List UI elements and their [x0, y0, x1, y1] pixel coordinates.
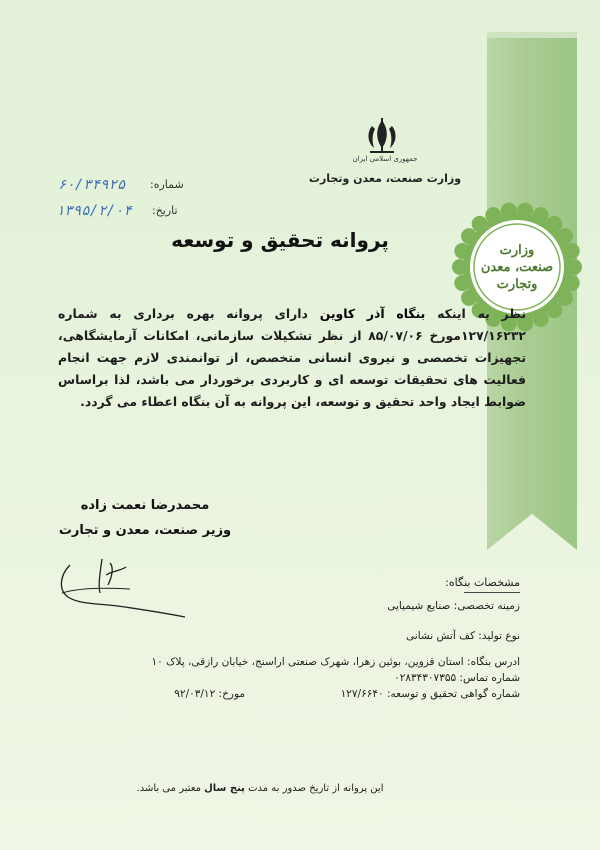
number-value: ۶۰/۳۴۹۲۵ [58, 177, 126, 193]
minister-title: وزیر صنعت، معدن و تجارت [58, 523, 232, 538]
date-value: ۱۳۹۵/۲/۰۴ [56, 203, 132, 219]
specs-address: ادرس بنگاه: استان قزوین، بوئین زهرا، شهرک صنعتی اراسنج، خیابان رازقی، پلاک ۱۰ [151, 656, 520, 668]
specs-certificate: شماره گواهی تحقیق و توسعه: ۱۲۷/۶۶۴۰ [340, 688, 520, 700]
seal-line-1: وزارت [499, 242, 535, 258]
body-part-1: نظر به اینکه [425, 306, 526, 321]
body-part-2: دارای پروانه بهره برداری به شماره ۱۲۷/۱۶۲۳۲مورخ ۸۵/۰۷/۰۶ از نظر تشکیلات سازمانی، امکانات آزمایشگاهی، تجهیزات تخصصی و نیروی انسانی متخصص، از توانمندی لازم جهت انجام فعالیت های تحقیقات توسعه ای و کاربردی برخوردار می باشد، لذا براساس ضوابط ایجاد واحد تحقیق و توسعه، این پروانه به آن بنگاه اعطاء می گردد. [58, 306, 526, 409]
specs-heading: مشخصات بنگاه: [445, 576, 520, 589]
specs-cert-date: مورخ: ۹۲/۰۳/۱۲ [174, 688, 245, 700]
document-title: پروانه تحقیق و توسعه [171, 228, 389, 252]
body-paragraph [58, 303, 526, 413]
ribbon-fold [487, 32, 577, 38]
specs-product: نوع تولید: کف آتش نشانی [406, 630, 520, 642]
seal-line-2: صنعت، معدن [480, 259, 554, 275]
company-name: بنگاه آذر کاوین [319, 306, 426, 321]
specs-field: زمینه تخصصی: صنایع شیمیایی [387, 600, 520, 612]
number-label: شماره: [150, 178, 184, 191]
minister-name: محمدرضا نعمت زاده [80, 498, 210, 513]
specs-underline [464, 592, 520, 593]
republic-label: جمهوری اسلامی ایران [352, 155, 418, 163]
date-label: تاریخ: [152, 204, 178, 217]
validity-note [100, 783, 420, 794]
validity-part-1: این پروانه از تاریخ صدور به مدت [244, 783, 384, 794]
iran-emblem-icon [362, 116, 402, 156]
validity-duration: پنج سال [204, 783, 245, 794]
specs-phone: شماره تماس: ۰۲۸۳۴۳۰۷۳۵۵ [394, 672, 520, 684]
validity-part-2: معتبر می باشد. [136, 783, 205, 794]
ministry-label: وزارت صنعت، معدن وتجارت [308, 172, 462, 185]
seal-line-3: وتجارت [496, 276, 538, 292]
